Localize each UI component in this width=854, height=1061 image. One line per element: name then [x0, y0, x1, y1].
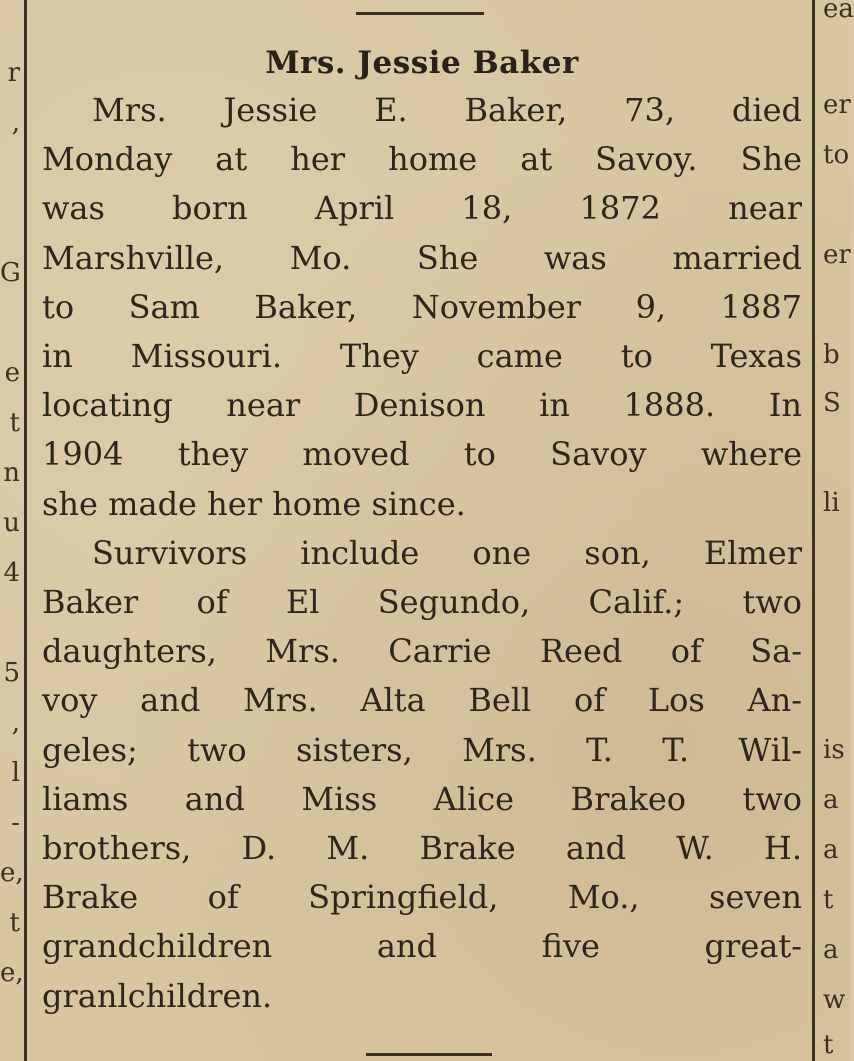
margin-fragment: n	[3, 458, 20, 488]
margin-fragment: 4	[3, 558, 20, 588]
margin-fragment: is	[823, 735, 845, 765]
margin-fragment: l	[11, 758, 20, 788]
margin-fragment	[0, 148, 20, 198]
margin-fragment	[0, 198, 20, 248]
article-headline: Mrs. Jessie Baker	[265, 45, 579, 81]
margin-fragment: e,	[0, 958, 24, 988]
margin-fragment: t	[823, 885, 834, 915]
text-line: daughters, Mrs. Carrie Reed of Sa-	[42, 632, 802, 671]
top-divider	[356, 12, 484, 15]
margin-fragment: a	[823, 835, 839, 865]
margin-fragment: e	[4, 358, 20, 388]
margin-fragment: S	[823, 388, 841, 418]
left-column-rule	[24, 0, 27, 1061]
bottom-divider	[366, 1053, 492, 1056]
text-line: geles; two sisters, Mrs. T. T. Wil-	[42, 730, 802, 769]
text-line: in Missouri. They came to Texas	[42, 337, 802, 376]
margin-fragment: ,	[11, 708, 20, 738]
text-line: Mrs. Jessie E. Baker, 73, died	[92, 91, 802, 129]
margin-fragment: b	[823, 340, 840, 370]
text-line: voy and Mrs. Alta Bell of Los An-	[42, 681, 802, 720]
text-line: granlchildren.	[42, 976, 273, 1015]
text-line: brothers, D. M. Brake and W. H.	[42, 829, 802, 868]
article-paragraph-2	[42, 529, 802, 1021]
text-line: locating near Denison in 1888. In	[42, 386, 802, 425]
margin-fragment	[0, 298, 20, 348]
margin-fragment: ea	[823, 0, 854, 24]
right-column-rule	[812, 0, 815, 1061]
text-line: Marshville, Mo. She was married	[42, 238, 802, 277]
margin-fragment: a	[823, 935, 839, 965]
margin-fragment: li	[823, 488, 840, 518]
margin-fragment: er	[823, 240, 851, 270]
text-line: Survivors include one son, Elmer	[92, 533, 802, 572]
text-line: 1904 they moved to Savoy where	[42, 435, 802, 474]
left-column-fragments	[0, 48, 24, 998]
margin-fragment: to	[823, 140, 850, 170]
margin-fragment: t	[9, 408, 20, 438]
margin-fragment: w	[823, 985, 846, 1015]
margin-fragment: er	[823, 90, 851, 120]
text-line: was born April 18, 1872 near	[42, 189, 802, 228]
margin-fragment: G	[0, 258, 21, 288]
text-line: she made her home since.	[42, 484, 466, 523]
margin-fragment: -	[11, 808, 20, 838]
text-line: grandchildren and five great-	[42, 927, 802, 966]
margin-fragment: a	[823, 785, 839, 815]
text-line: Monday at her home at Savoy. She	[42, 140, 802, 179]
margin-fragment	[0, 598, 20, 648]
margin-fragment: t	[9, 908, 20, 938]
text-line: Baker of El Segundo, Calif.; two	[42, 583, 802, 622]
margin-fragment: 5	[3, 658, 20, 688]
margin-fragment: e,	[0, 858, 24, 888]
text-line: to Sam Baker, November 9, 1887	[42, 287, 802, 326]
text-line: liams and Miss Alice Brakeo two	[42, 779, 802, 818]
obituary-article	[42, 40, 802, 1021]
article-paragraph-1	[42, 86, 802, 529]
margin-fragment: ,	[11, 108, 20, 138]
margin-fragment: r	[7, 58, 20, 88]
margin-fragment: t	[823, 1030, 834, 1060]
text-line: Brake of Springfield, Mo., seven	[42, 878, 802, 917]
margin-fragment: u	[3, 508, 20, 538]
